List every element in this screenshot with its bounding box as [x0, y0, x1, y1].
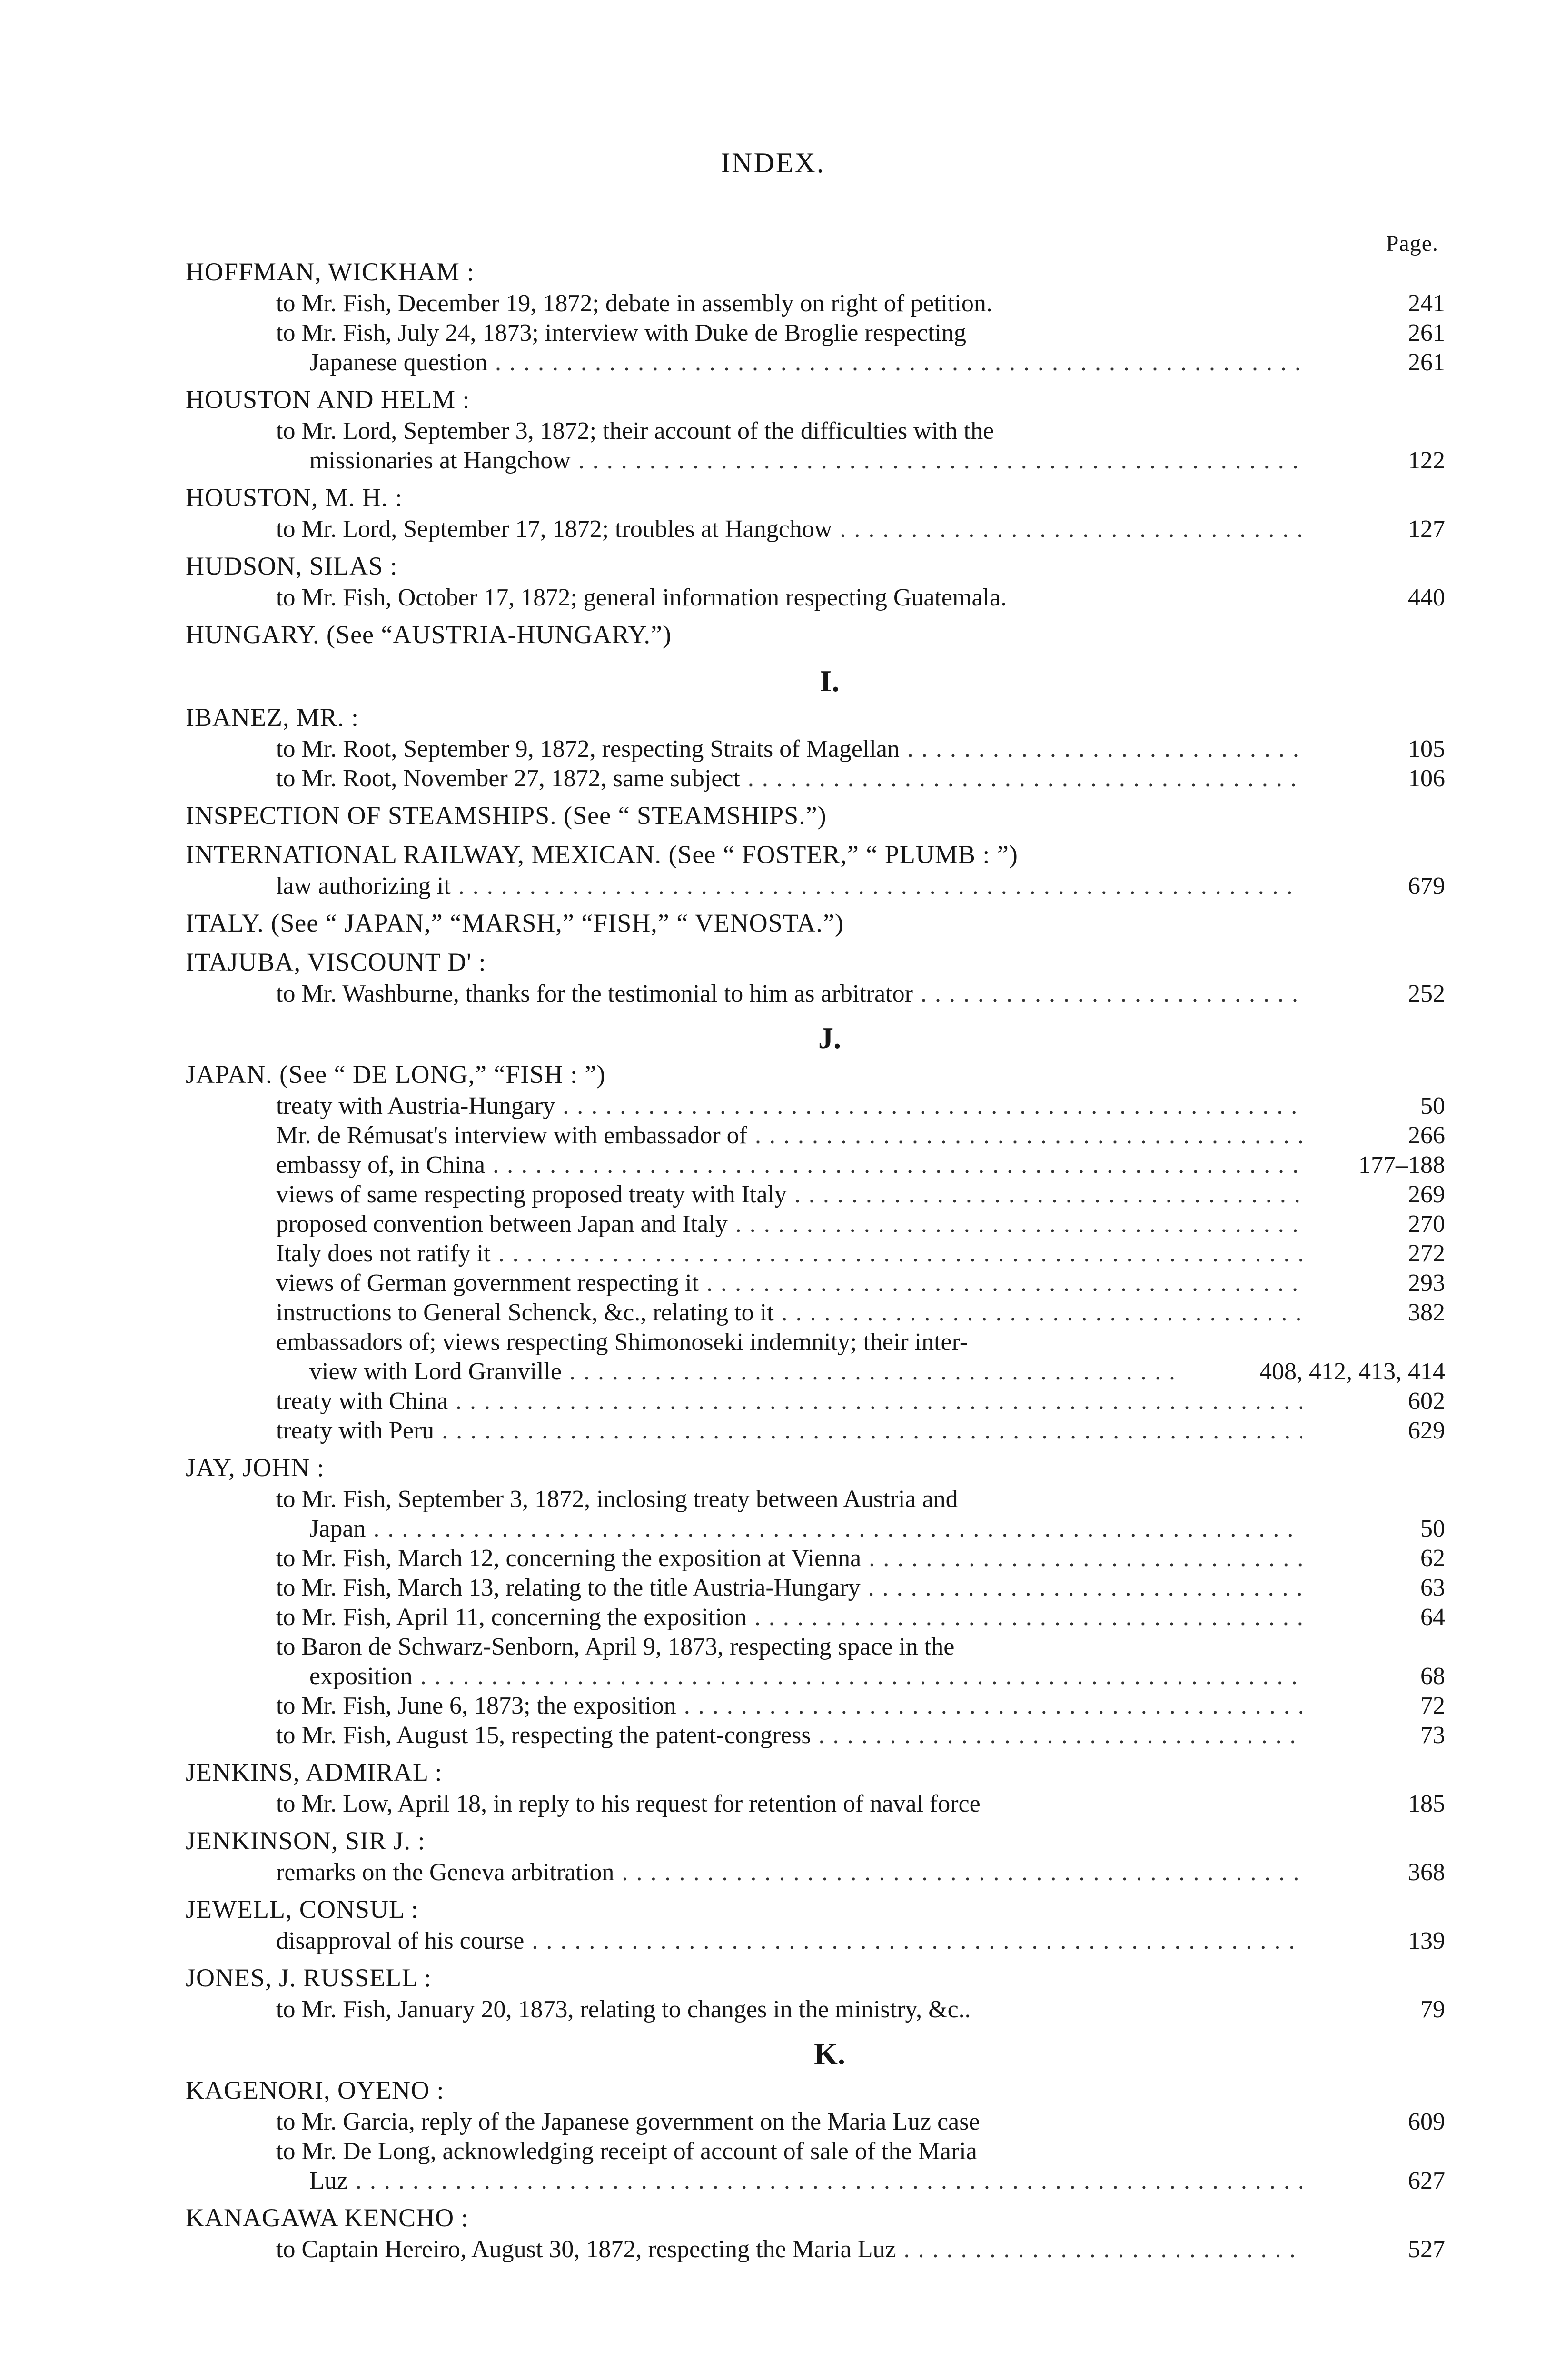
page-number: 50 [1420, 1515, 1445, 1542]
page-number: 139 [1408, 1927, 1445, 1954]
entry-line [186, 1121, 1445, 1150]
entry-line [186, 1926, 1445, 1956]
page-number: 269 [1408, 1181, 1445, 1208]
entry-line-text-wrap [276, 1150, 1302, 1180]
page-number: 261 [1408, 349, 1445, 376]
entry-line-text: missionaries at Hangchow [309, 447, 574, 474]
entry-line [186, 1150, 1445, 1180]
entry-line-text-wrap [276, 583, 1302, 613]
entry-heading: KAGENORI, OYENO : [186, 2076, 445, 2104]
page-number: 252 [1408, 980, 1445, 1007]
entry-line [186, 515, 1445, 544]
entry-line [186, 1662, 1445, 1691]
entry-line [186, 2137, 1445, 2166]
page-number: 272 [1408, 1240, 1445, 1267]
index-entry [186, 837, 1445, 901]
index-entry [186, 945, 1445, 1009]
entry-heading: ITAJUBA, VISCOUNT D' : [186, 948, 486, 976]
entry-heading: HUNGARY. (See “AUSTRIA-HUNGARY.”) [186, 620, 672, 649]
page-number: 185 [1408, 1790, 1445, 1817]
entry-line-text: to Mr. Low, April 18, in reply to his request for retention of naval force [276, 1790, 983, 1817]
entry-line [186, 289, 1445, 318]
entry-line-text-wrap [276, 1298, 1302, 1328]
entry-line-text: to Mr. Root, November 27, 1872, same subject [276, 765, 743, 792]
entry-line-text: to Mr. Fish, December 19, 1872; debate in assembly on right of petition. [276, 290, 995, 317]
entry-line-text-wrap [276, 1180, 1302, 1210]
entry-heading: JAY, JOHN : [186, 1453, 325, 1482]
entry-line-text-wrap [309, 446, 1302, 476]
entry-line-text-wrap [276, 1091, 1302, 1121]
entry-line-text-wrap [276, 1858, 1302, 1887]
entry-line-text-wrap [276, 1926, 1302, 1956]
entry-line-text-wrap [309, 348, 1302, 377]
entry-line-text-wrap [276, 1603, 1302, 1632]
page-number: 627 [1408, 2167, 1445, 2194]
page-number: 73 [1420, 1722, 1445, 1749]
entry-line-text-wrap [276, 979, 1302, 1009]
entry-heading: JENKINSON, SIR J. : [186, 1826, 426, 1855]
index-entry [186, 1824, 1445, 1887]
entry-line-text-wrap [276, 289, 1302, 318]
entry-line-text-wrap [276, 1387, 1302, 1416]
entry-line-text-wrap [276, 1269, 1302, 1298]
entry-line-text-wrap [276, 515, 1302, 544]
entry-line-text: to Mr. Washburne, thanks for the testimonial to him as arbitrator [276, 980, 916, 1007]
index-entry [186, 1450, 1445, 1750]
entry-line-text: to Mr. Fish, April 11, concerning the exposition [276, 1604, 750, 1631]
entry-line-text-wrap [276, 2235, 1302, 2264]
index-entry [186, 2073, 1445, 2196]
page-number: 527 [1408, 2236, 1445, 2263]
entry-line-text: views of same respecting proposed treaty with Italy [276, 1181, 790, 1208]
entry-line-text-wrap [276, 872, 1302, 901]
entry-line-text: to Mr. Fish, October 17, 1872; general information respecting Guatemala. [276, 584, 1010, 611]
entry-line-text-wrap [276, 1121, 1302, 1150]
entry-line-text-wrap [276, 318, 1302, 348]
page-number: 122 [1408, 447, 1445, 474]
entry-line-text: Japanese question [309, 349, 490, 376]
entry-line [186, 1357, 1445, 1387]
entry-line-text: Mr. de Rémusat's interview with embassador of [276, 1122, 750, 1149]
entry-line [186, 1789, 1445, 1819]
entry-line-text: to Baron de Schwarz-Senborn, April 9, 1873, respecting space in the [276, 1633, 957, 1660]
entry-line-text: Japan [309, 1515, 368, 1542]
page-number: 68 [1420, 1663, 1445, 1690]
entry-line-text: views of German government respecting it [276, 1269, 702, 1297]
entry-heading: JONES, J. RUSSELL : [186, 1964, 432, 1992]
entry-line-text-wrap [276, 764, 1302, 793]
entry-line-text: treaty with China [276, 1388, 451, 1415]
entry-line-text: instructions to General Schenck, &c., relating to it [276, 1299, 777, 1326]
entry-heading: HOUSTON, M. H. : [186, 483, 403, 512]
entry-line-text: embassadors of; views respecting Shimonoseki indemnity; their inter- [276, 1329, 971, 1356]
section-letter: I. [820, 664, 840, 698]
entry-line [186, 348, 1445, 377]
entry-line-text: to Mr. Fish, June 6, 1873; the exposition [276, 1692, 679, 1719]
index-entry [186, 906, 1445, 940]
page-number: 64 [1420, 1604, 1445, 1631]
entry-line [186, 1269, 1445, 1298]
entry-line-text: exposition [309, 1663, 416, 1690]
entry-line [186, 764, 1445, 793]
index-entry [186, 1892, 1445, 1956]
entry-line [186, 2166, 1445, 2196]
page-number: 408, 412, 413, 414 [1259, 1358, 1445, 1385]
entry-line-text-wrap [309, 1357, 1179, 1387]
entry-line [186, 583, 1445, 613]
entry-line [186, 1603, 1445, 1632]
entry-heading: JAPAN. (See “ DE LONG,” “FISH : ”) [186, 1060, 606, 1089]
page-number: 50 [1420, 1092, 1445, 1120]
entry-line-text: to Mr. Fish, March 12, concerning the exposition at Vienna [276, 1545, 864, 1572]
entry-line [186, 1387, 1445, 1416]
page-number: 602 [1408, 1388, 1445, 1415]
entry-line [186, 1298, 1445, 1328]
section-letter: K. [814, 2037, 845, 2071]
index-entry [186, 549, 1445, 613]
entry-line [186, 1180, 1445, 1210]
entry-line-text: to Mr. Lord, September 17, 1872; troubles at Hangchow [276, 516, 835, 543]
entry-line-text: view with Lord Granville [309, 1358, 565, 1385]
entry-line [186, 1632, 1445, 1662]
index-entry [186, 480, 1445, 544]
page-number: 293 [1408, 1269, 1445, 1297]
entry-line-text-wrap [276, 2107, 1302, 2137]
entry-line [186, 734, 1445, 764]
entry-heading: INTERNATIONAL RAILWAY, MEXICAN. (See “ FOSTER,” “ PLUMB : ”) [186, 840, 1018, 869]
entry-line-text-wrap [276, 416, 1302, 446]
section-letter: J. [818, 1021, 841, 1055]
index-entry [186, 255, 1445, 377]
entry-line [186, 1858, 1445, 1887]
page-number: 609 [1408, 2108, 1445, 2135]
entry-line-text: embassy of, in China [276, 1151, 488, 1179]
entry-line [186, 1239, 1445, 1269]
entry-line-text: to Mr. De Long, acknowledging receipt of account of sale of the Maria [276, 2138, 980, 2165]
page-number: 270 [1408, 1210, 1445, 1238]
entry-line-text: law authorizing it [276, 873, 454, 900]
entry-line-text: to Mr. Root, September 9, 1872, respecting Straits of Magellan [276, 735, 902, 763]
entry-line [186, 446, 1445, 476]
page-number: 679 [1408, 873, 1445, 900]
entry-line-text: Luz [309, 2167, 351, 2194]
entry-line-text: treaty with Austria-Hungary [276, 1092, 558, 1120]
entry-line-text-wrap [276, 1416, 1302, 1446]
entry-heading: HOFFMAN, WICKHAM : [186, 258, 475, 286]
entry-heading: IBANEZ, MR. : [186, 703, 359, 732]
entry-line-text-wrap [276, 734, 1302, 764]
entry-line [186, 1210, 1445, 1239]
entry-line-text: to Mr. Lord, September 3, 1872; their account of the difficulties with the [276, 417, 997, 445]
entry-line [186, 1573, 1445, 1603]
page-number: 79 [1420, 1996, 1445, 2023]
index-entry [186, 1961, 1445, 2024]
entry-line-text: Italy does not ratify it [276, 1240, 494, 1267]
page-number: 241 [1408, 290, 1445, 317]
entry-heading: KANAGAWA KENCHO : [186, 2203, 469, 2232]
entry-line [186, 1721, 1445, 1750]
page-number: 177–188 [1358, 1151, 1445, 1179]
entry-line-text-wrap [276, 1544, 1302, 1573]
entry-line-text: disapproval of his course [276, 1927, 527, 1954]
index-entry [186, 700, 1445, 793]
index-content [186, 255, 1445, 2269]
index-entry [186, 798, 1445, 833]
entry-line [186, 979, 1445, 1009]
entry-line [186, 1995, 1445, 2024]
entry-heading: JEWELL, CONSUL : [186, 1895, 419, 1924]
entry-heading: ITALY. (See “ JAPAN,” “MARSH,” “FISH,” “ VENOSTA.”) [186, 909, 844, 937]
page-column-header: Page. [1386, 231, 1438, 256]
index-entry [186, 1057, 1445, 1446]
entry-line-text: to Mr. Fish, March 13, relating to the title Austria-Hungary [276, 1574, 863, 1601]
entry-line-text: proposed convention between Japan and Italy [276, 1210, 731, 1238]
entry-line-text-wrap [309, 1514, 1302, 1544]
entry-line-text-wrap [276, 1691, 1302, 1721]
page-number: 382 [1408, 1299, 1445, 1326]
entry-line [186, 2107, 1445, 2137]
entry-heading: HOUSTON AND HELM : [186, 385, 470, 414]
page-number: 629 [1408, 1417, 1445, 1444]
entry-heading: INSPECTION OF STEAMSHIPS. (See “ STEAMSHIPS.”) [186, 801, 827, 830]
entry-line-text-wrap [276, 1789, 1302, 1819]
index-entry [186, 2201, 1445, 2264]
entry-line-text: to Mr. Fish, July 24, 1873; interview with Duke de Broglie respecting [276, 319, 969, 347]
index-entry [186, 1755, 1445, 1819]
entry-line [186, 416, 1445, 446]
entry-line-text: to Mr. Fish, January 20, 1873, relating to changes in the ministry, &c.. [276, 1996, 974, 2023]
page-number: 63 [1420, 1574, 1445, 1601]
entry-line-text: treaty with Peru [276, 1417, 437, 1444]
entry-line-text-wrap [276, 1239, 1302, 1269]
page-number: 105 [1408, 735, 1445, 763]
page-number: 440 [1408, 584, 1445, 611]
page-number: 266 [1408, 1122, 1445, 1149]
entry-line-text-wrap [276, 1328, 1302, 1357]
entry-line-text-wrap [276, 2137, 1302, 2166]
entry-line-text-wrap [309, 1662, 1302, 1691]
page-number: 261 [1408, 319, 1445, 347]
index-entry [186, 617, 1445, 652]
entry-line-text: remarks on the Geneva arbitration [276, 1859, 617, 1886]
page-number: 106 [1408, 765, 1445, 792]
entry-heading: HUDSON, SILAS : [186, 552, 398, 580]
entry-line-text-wrap [276, 1632, 1302, 1662]
page-number: 127 [1408, 516, 1445, 543]
entry-line-text-wrap [309, 2166, 1302, 2196]
entry-line [186, 1416, 1445, 1446]
entry-line [186, 1691, 1445, 1721]
entry-line [186, 1328, 1445, 1357]
entry-line [186, 1091, 1445, 1121]
entry-line [186, 872, 1445, 901]
entry-line-text-wrap [276, 1995, 1302, 2024]
entry-line-text: to Mr. Fish, September 3, 1872, inclosing treaty between Austria and [276, 1486, 961, 1513]
page-number: 62 [1420, 1545, 1445, 1572]
entry-line-text: to Captain Hereiro, August 30, 1872, respecting the Maria Luz [276, 2236, 899, 2263]
page-number: 72 [1420, 1692, 1445, 1719]
entry-line-text: to Mr. Garcia, reply of the Japanese government on the Maria Luz case [276, 2108, 983, 2135]
entry-line-text-wrap [276, 1573, 1302, 1603]
page-number: 368 [1408, 1859, 1445, 1886]
entry-line [186, 1514, 1445, 1544]
page-title: INDEX. [721, 147, 825, 178]
entry-line [186, 1544, 1445, 1573]
entry-line-text-wrap [276, 1721, 1302, 1750]
entry-line [186, 318, 1445, 348]
entry-line-text-wrap [276, 1210, 1302, 1239]
entry-line [186, 1485, 1445, 1514]
entry-line-text: to Mr. Fish, August 15, respecting the patent-congress [276, 1722, 814, 1749]
index-entry [186, 382, 1445, 476]
entry-line [186, 2235, 1445, 2264]
entry-heading: JENKINS, ADMIRAL : [186, 1758, 443, 1786]
entry-line-text-wrap [276, 1485, 1302, 1514]
